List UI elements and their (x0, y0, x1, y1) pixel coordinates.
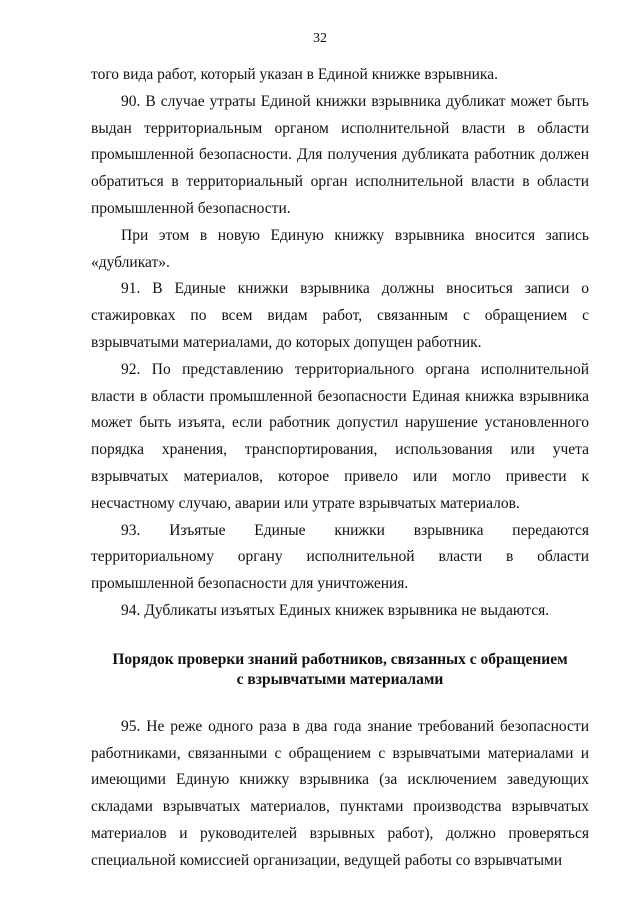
paragraph-92: 92. По представлению территориального органа исполнительной власти в области промышленной безопасности Единая книжка взрывника может быть изъята, если работник допустил нарушение установленного порядка хранения, транспортирования, использования или учета взрывчатых материалов, которое привело или могло привести к несчастному случаю, аварии или утрате взрывчатых материалов. (91, 360, 589, 512)
paragraph-94: 94. Дубликаты изъятых Единых книжек взрывника не выдаются. (121, 601, 550, 619)
page-number: 32 (313, 31, 327, 46)
paragraph-95: 95. Не реже одного раза в два года знание требований безопасности работниками, связанными с обращением с взрывчатыми материалами и имеющими Единую книжку взрывника (за исключением заведующих складами взрывчатых материалов, пунктами производства взрывчатых материалов и руководителей взрывных работ), должно проверяться специальной комиссией организации, ведущей работы со взрывчатыми (91, 717, 589, 869)
paragraph-continuation: того вида работ, который указан в Единой книжке взрывника. (91, 66, 498, 83)
section-heading (91, 650, 589, 690)
section-heading-line1: Порядок проверки знаний работников, связанных с обращением (112, 650, 568, 668)
paragraph-90-note: При этом в новую Единую книжку взрывника вносится запись «дубликат». (91, 226, 589, 271)
paragraph-90: 90. В случае утраты Единой книжки взрывника дубликат может быть выдан территориальным органом исполнительной власти в области промышленной безопасности. Для получения дубликата работник должен обратиться в территориальный орган исполнительной власти в области промышленной безопасности. (91, 92, 589, 217)
section-heading-line2: с взрывчатыми материалами (236, 670, 444, 688)
paragraph-93: 93. Изъятые Единые книжки взрывника передаются территориальному органу исполнительной власти в области промышленной безопасности для уничтожения. (91, 521, 589, 593)
document-body (91, 62, 589, 875)
paragraph-91: 91. В Единые книжки взрывника должны вноситься записи о стажировках по всем видам работ, связанным с обращением с взрывчатыми материалами, до которых допущен работник. (91, 280, 589, 351)
